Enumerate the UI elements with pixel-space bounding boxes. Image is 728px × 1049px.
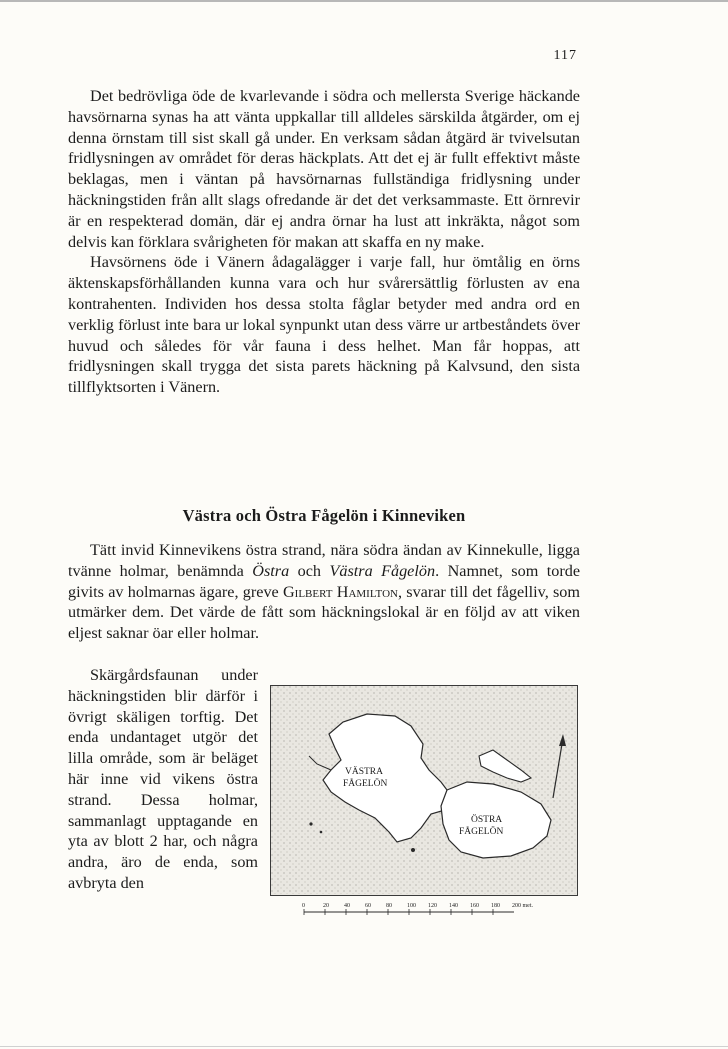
- page-number: 117: [553, 48, 577, 63]
- rock-mark: [411, 848, 415, 852]
- paragraph-3-part-2: och: [289, 561, 330, 580]
- scale-bar-drawing: [300, 898, 550, 920]
- paragraph-2: Havsörnens öde i Vänern ådagalägger i varje fall, hur ömtålig en örns äktenskapsförhållanden kunna vara och hur svårersättlig förlusten av ena kontrahenten. Individen hos dessa stolta fåglar betyder med andra ord en verklig förlust inte bara ur lokal synpunkt utan dess värre ur artbeståndets över huvud och således för vår fauna i dess helhet. Man får hoppas, att fridlysningen skall trygga det sista parets häckning på Kalvsund, den sista tillflyktsorten i Vänern.: [68, 253, 580, 397]
- scale-tick-label: 20: [323, 903, 329, 909]
- scale-tick-label: 160: [470, 903, 479, 909]
- map-scale-bar: [300, 898, 550, 920]
- scale-tick-label: 80: [386, 903, 392, 909]
- paragraph-3: [68, 540, 580, 644]
- scale-tick-label: 120: [428, 903, 437, 909]
- scale-tick-label: 100: [407, 903, 416, 909]
- island-map-drawing: [271, 686, 576, 894]
- paragraph-3-part-3: . Namnet, som torde givits av holmarnas ägare, greve: [68, 561, 581, 601]
- body-text-section: [68, 540, 580, 644]
- island-name-vastra: Västra Fågelön: [329, 561, 436, 580]
- paragraph-4: Skärgårdsfaunan under häckningstiden blir därför i övrigt skäligen torftig. Det enda undantaget utgör det lilla område, som är beläget här inne vid vikens östra strand. Dessa holmar, sammanlagt upptagande en yta av blott 2 har, och några andra, äro de enda, som avbryta den: [68, 666, 258, 892]
- page-bottom-edge: [0, 1046, 728, 1047]
- scale-end-label: 200 met.: [512, 903, 533, 909]
- section-heading: Västra och Östra Fågelön i Kinneviken: [182, 506, 466, 525]
- scale-tick-label: 0: [302, 903, 305, 909]
- scale-tick-label: 40: [344, 903, 350, 909]
- body-text-narrow: [68, 665, 258, 894]
- scale-tick-label: 140: [449, 903, 458, 909]
- rock-mark: [320, 831, 323, 834]
- scale-tick-label: 180: [491, 903, 500, 909]
- owner-name: Gilbert Hamilton: [282, 582, 398, 601]
- label-vastra-2: FÅGELÖN: [343, 779, 388, 789]
- scale-tick-label: 60: [365, 903, 371, 909]
- scale-ticks: [302, 903, 500, 915]
- paragraph-3-part-4: , svarar till det fågelliv, som utmärker dem. Det värde de fått som häckningslokal är en följd av att viken eljest saknar öar eller holmar.: [68, 582, 580, 643]
- page-top-edge: [0, 0, 728, 2]
- rock-mark: [309, 822, 312, 825]
- paragraph-1: Det bedrövliga öde de kvarlevande i södra och mellersta Sverige häckande havsörnarna synas ha att vänta uppkallar till alldeles särskilda åtgärder, om ej denna örnstam till sist skall gå under. En verksam sådan åtgärd är tvivelsutan fridlysningen av området för deras häckplats. Att det ej är fullt effektivt måste beklagas, men i väntan på havsörnarnas fullständiga fridlysning under häckningstiden från allt slags ofredande är det det verksammaste. Ett örnrevir är en respekterad domän, där ej andra örnar ha lust att inkräkta, något som delvis kan förklara svårigheten för makan att skaffa en ny make.: [68, 87, 580, 251]
- label-ostra-2: FÅGELÖN: [459, 827, 504, 837]
- label-vastra-1: VÄSTRA: [345, 767, 384, 777]
- paragraph-3-part-1: Tätt invid Kinnevikens östra strand, nära södra ändan av Kinnekulle, ligga tvänne holmar, benämnda: [68, 541, 580, 580]
- island-map: [270, 685, 578, 896]
- island-name-ostra: Östra: [252, 561, 290, 580]
- label-ostra-1: ÖSTRA: [471, 815, 503, 825]
- body-text-top: [68, 86, 580, 398]
